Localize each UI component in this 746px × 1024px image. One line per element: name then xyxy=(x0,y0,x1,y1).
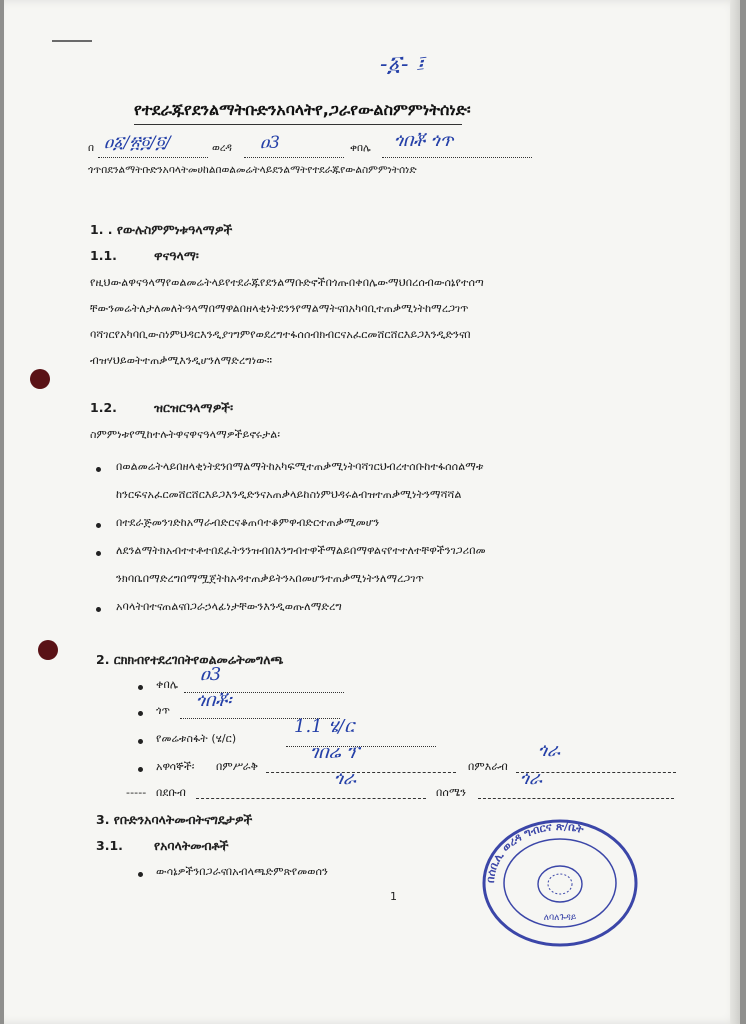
date-prefix: በ xyxy=(88,142,95,154)
bounds-dash: ----- xyxy=(126,786,147,799)
page-number: 1 xyxy=(390,890,397,903)
list-item: ለደንልማትክአብተተቶተበደፈትንንዝብበእንግብተዋችማልይበማዋልናየተተለተቸዋችንገጋሪበመ xyxy=(116,544,486,557)
top-mark xyxy=(52,40,92,42)
list-item: ንክባቤበማድረግበማሟጀትከአዳተጠቃይትንኣበመሆንተጠቃሚነትንለማረጋገጥ xyxy=(116,572,424,585)
list-item: አባላትበተናጠልናበጋራኃላፊነታቸውንእንዲወጡለማድረግ xyxy=(116,600,342,613)
section3-1-number: 3.1. xyxy=(96,838,123,853)
punch-hole xyxy=(38,640,58,660)
north-value: ጎራ xyxy=(334,768,356,789)
punch-hole xyxy=(30,369,50,389)
list-item: ከንርፍናአፈርመሸርሸርእይጋእንዲድንናአጠቃላይከስነምህዳሩልብዝተጠቃሚነትንማሻሻል xyxy=(116,488,462,501)
handwritten-woreda: ዐ3 xyxy=(260,133,280,153)
section1-1-title: ዋናዓላማ፡ xyxy=(154,248,199,263)
area-field-label: የመሬቱስፋት (ሄ/ር) xyxy=(156,732,237,745)
stamp-outer-text: በሰቢሊ ወረዳ ግብርና ጽ/ቤት xyxy=(483,819,586,884)
section1-heading: 1. . የውሉስምምነቱዓላማዎች xyxy=(90,222,233,237)
south-value: ጎራ xyxy=(520,768,542,789)
kebele-label: ቀበሌ xyxy=(350,142,371,154)
bullet-dot xyxy=(96,607,101,612)
list-item: በወልመሬትላይበዘላቂነትደንበማልማትከአካፍሚተጠቃሚነትባሻገርህብረተሰቡከተፋሰሰልማቱ xyxy=(116,460,484,473)
section3-heading: 3. የቡድንአባላትመብትናግዴታዎች xyxy=(96,812,253,827)
handwritten-kebele: ጎበቾ ጎጥ xyxy=(394,130,454,151)
south-label: በሰሜን xyxy=(436,786,467,799)
west-label: በምእራብ xyxy=(468,760,508,773)
got-field-label: ጎጥ xyxy=(156,704,171,717)
svg-text:በሰቢሊ ወረዳ ግብርና ጽ/ቤት xyxy=(484,820,586,883)
section2-heading: 2. ርክክብየተደረገበትየወልመሬትመግለጫ xyxy=(96,652,284,667)
list-item: በተደራጅመንገድከአማራብድርናቆጠባተቆምዋብድርተጠቃሚመሆን xyxy=(116,516,380,529)
section1-2-title: ዝርዝርዓላማዎች፡ xyxy=(154,400,234,415)
date-line-text: ጎጥበደንልማትቡድንአባላትመሀከልበወልመሬትላይደንልማትየተደራጁየውልስምምነትሰነድ xyxy=(88,164,417,176)
bullet-dot xyxy=(138,767,143,772)
woreda-label: ወረዳ xyxy=(212,142,232,154)
paragraph-line: ብዝሃህይወትተጠቃሚእንዲሆንለማድረግነው። xyxy=(90,354,273,367)
paragraph-line: ቸውንመሬትለታለመለትዓላማበማዋልበዘላቂነትደንንየማልማትናበአካባቢተጠቃሚነትከማረጋገጥ xyxy=(90,302,469,315)
section3-1-title: የአባላትመብቶች xyxy=(154,838,229,853)
official-stamp xyxy=(480,818,640,948)
handwritten-date: ዐ፩/፳፬/፬/ xyxy=(104,133,171,153)
east-label: በምሥራቅ xyxy=(216,760,259,773)
page-mark: -፩- ፤ xyxy=(380,52,425,77)
section1-1-number: 1.1. xyxy=(90,248,117,263)
stamp-inner-text: ለባለጉዳይ xyxy=(543,913,577,923)
north-label: በደቡብ xyxy=(156,786,186,799)
bullet-dot xyxy=(96,523,101,528)
paragraph-line: የዚህውልዋናዓላማየወልመሬትላይየተደራጁየደንልማቡድኖችበጎጡበቀበሌውማህበረሰብውሰኔየተሰጣ xyxy=(90,276,484,289)
got-field-value: ጎበቾ፡ xyxy=(196,690,232,711)
document-title: የተደራጁየደንልማትቡድንአባላትየ,ጋራየውልስምምነትሰነድ፡ xyxy=(134,100,471,119)
bullet-dot xyxy=(96,551,101,556)
document-page xyxy=(4,0,740,1024)
kebele-field-label: ቀበሌ xyxy=(156,678,179,691)
stamp-icon xyxy=(480,818,640,948)
bullet-dot xyxy=(138,739,143,744)
section1-2-intro: ስምምነቱየሚከተሉትዋናዋናዓላማዎችይኖሩታል፡ xyxy=(90,428,281,441)
kebele-field-value: ዐ3 xyxy=(200,664,222,685)
bullet-dot xyxy=(96,467,101,472)
bullet-dot xyxy=(138,685,143,690)
west-value: ጎራ xyxy=(538,740,560,761)
title-underline xyxy=(134,124,462,125)
bullet-dot xyxy=(138,711,143,716)
area-field-value: 1.1 ሄ/ር xyxy=(294,716,355,737)
list-item: ውሳኔዎችንበጋራናበአብላጫድምጽየመወሰን xyxy=(156,865,328,878)
page-edge xyxy=(730,0,740,1024)
bounds-label: አዋሳኞች፡ xyxy=(156,760,195,773)
section1-2-number: 1.2. xyxy=(90,400,117,415)
bullet-dot xyxy=(138,872,143,877)
paragraph-line: ባሻገርየአካባቢውስነምህዳርእንዲያገግምየወደረግተፋሰሰብክብርናአፈርመሸርሸርእይጋእንዲድንናበ xyxy=(90,328,471,341)
east-value: ገበሬ ፕ xyxy=(310,742,360,763)
